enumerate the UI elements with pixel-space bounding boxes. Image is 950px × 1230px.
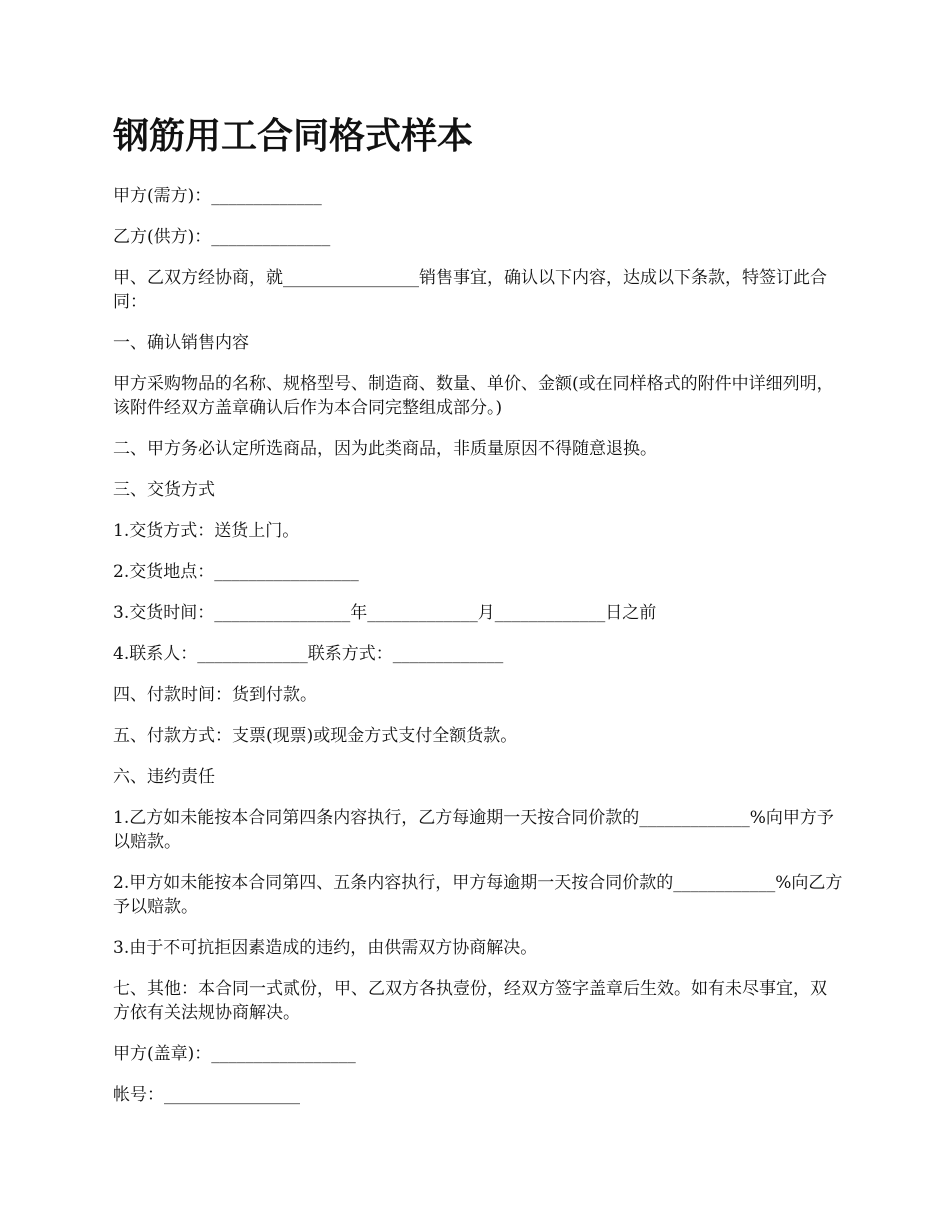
breach-clause-1: 1.乙方如未能按本合同第四条内容执行，乙方每逾期一天按合同价款的_____________%向甲方予以赔款。	[113, 808, 834, 852]
section-1-body: 甲方采购物品的名称、规格型号、制造商、数量、单价、金额(或在同样格式的附件中详细列明，该附件经双方盖章确认后作为本合同完整组成部分。)	[113, 374, 834, 418]
breach-clause-2: 2.甲方如未能按本合同第四、五条内容执行，甲方每逾期一天按合同价款的____________%向乙方予以赔款。	[113, 873, 843, 917]
party-a-seal-line: 甲方(盖章)：_________________	[113, 1044, 356, 1064]
breach-clause-3: 3.由于不可抗拒因素造成的违约，由供需双方协商解决。	[113, 938, 538, 958]
section-4-paragraph: 四、付款时间：货到付款。	[113, 685, 317, 705]
contact-line: 4.联系人：_____________联系方式：_____________	[113, 644, 504, 664]
section-1-heading: 一、确认销售内容	[113, 333, 249, 353]
section-3-heading: 三、交货方式	[113, 480, 215, 500]
party-b-line: 乙方(供方)：______________	[113, 227, 331, 247]
delivery-method-line: 1.交货方式：送货上门。	[113, 521, 300, 541]
delivery-time-line: 3.交货时间：________________年_____________月_____________日之前	[113, 603, 657, 623]
section-5-paragraph: 五、付款方式：支票(现票)或现金方式支付全额货款。	[113, 726, 518, 746]
party-a-line: 甲方(需方)：_____________	[113, 186, 322, 206]
delivery-location-line: 2.交货地点：_________________	[113, 562, 359, 582]
document-title: 钢筋用工合同格式样本	[113, 115, 474, 157]
document-page	[113, 110, 843, 1124]
preamble-paragraph: 甲、乙双方经协商，就________________销售事宜，确认以下内容，达成以下条款，特签订此合同：	[113, 268, 827, 312]
section-7-paragraph: 七、其他：本合同一式贰份，甲、乙双方各执壹份，经双方签字盖章后生效。如有未尽事宜，双方依有关法规协商解决。	[113, 979, 827, 1023]
section-6-heading: 六、违约责任	[113, 767, 215, 787]
account-line: 帐号：________________	[113, 1085, 300, 1105]
section-2-paragraph: 二、甲方务必认定所选商品，因为此类商品，非质量原因不得随意退换。	[113, 439, 657, 459]
